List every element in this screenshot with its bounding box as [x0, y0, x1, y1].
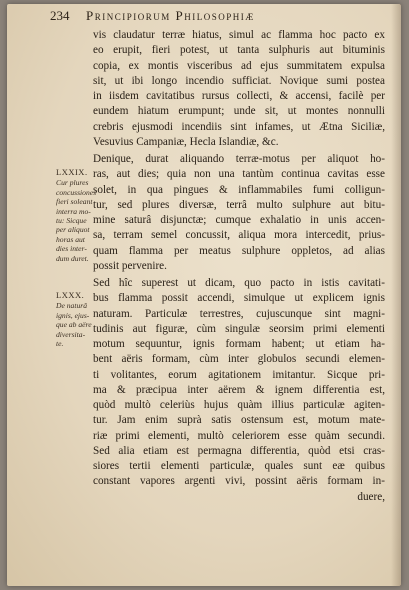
margin-note-line: te.	[56, 339, 64, 349]
text-line: solet, in qua pingues & inflammabiles fumi colligun-	[93, 183, 385, 196]
text-line: siores tertii elementi particulæ, quales sunt eæ quibus	[93, 460, 385, 472]
text-line: constant vapores argenti vivi, possint aëris formam in-	[93, 475, 385, 488]
text-line: ma & præcipua inter aërem & ignem differentia est,	[93, 383, 385, 396]
text-line: naturam. Particulæ terrestres, cujuscunque sint magni-	[93, 307, 385, 320]
text-line: copia, ex montis visceribus ad ejus summitatem expulsa	[93, 59, 385, 72]
text-line: motum sequuntur, ignis formam habent; ut etiam ha-	[93, 338, 385, 350]
margin-note-line: interra mo-	[56, 206, 91, 216]
text-line: in iisdem cavitatibus rursus collecti, & accensi, facilè per	[93, 90, 385, 102]
text-line: riæ primi elementi, multò celeriorem esse quàm secundi.	[93, 429, 385, 442]
text-line: ras, aut dies; quia non una tantùm continua cavitas esse	[93, 168, 385, 181]
text-line: crebris ejusmodi incendiis sint infames, ut Ætna Siciliæ,	[93, 120, 385, 133]
margin-note-line: Cur plures	[56, 178, 89, 188]
page-spine-shadow	[391, 4, 401, 586]
margin-note-line: horas aut	[56, 234, 85, 244]
body-text	[93, 28, 385, 505]
margin-note-line: dum duret.	[56, 253, 89, 263]
running-title: Principiorum Philosophiæ	[86, 8, 255, 23]
margin-note-lxxix	[56, 168, 96, 263]
text-line: ti volitantes, eorum agitationem imitantur. Sicque pri-	[93, 368, 385, 381]
text-line: tudinis aut figuræ, cùm singulæ seorsim primi elementi	[93, 322, 385, 335]
text-line: Denique, durat aliquando terræ-motus per aliquot ho-	[93, 153, 385, 165]
text-line: sa, terram semel concussit, aliqua mora intercedit, prius-	[93, 229, 385, 242]
text-line: mine saturâ disjunctæ; cumque exhalatio in unis accen-	[93, 214, 385, 226]
margin-note-line: ignis, ejus-	[56, 310, 90, 320]
text-line: tur, sed plures diversæ, terrâ multo sulphure aut bitu-	[93, 198, 385, 211]
margin-note-line: concussiones	[56, 187, 97, 197]
text-line: quam flamma per meatus sulphure oppletos, ad alias	[93, 244, 385, 257]
text-line: vis claudatur terræ hiatus, simul ac flamma hoc pacto ex	[93, 29, 385, 41]
text-line: tur. Jam enim suprà satis ostensum est, motum mate-	[93, 414, 385, 427]
margin-note-line: que ab aëre	[56, 320, 92, 330]
text-line: Vesuvius Campaniæ, Hecla Islandiæ, &c.	[93, 135, 279, 148]
page-number: 234	[50, 8, 70, 23]
text-line: sit, ut ibi longo incendio sufficiat. Novique sumi postea	[93, 74, 385, 87]
text-line: quòd multò celeriùs hujus quàm illius particulæ agiten-	[93, 399, 385, 411]
text-line: eundem hiatum erumpunt; unde sit, ut montes nonnulli	[93, 105, 385, 118]
text-line: Sed alia etiam est permagna differentia, quòd etsi cras-	[93, 444, 385, 457]
text-line: bent aëris formam, cùm inter globulos secundi elemen-	[93, 353, 385, 366]
text-line: eo erupit, fieri potest, ut tanta sulphuris aut bituminis	[93, 44, 385, 57]
margin-note-heading: LXXIX.	[56, 167, 88, 177]
margin-note-line: fieri soleant	[56, 197, 93, 207]
margin-note-line: tu: Sicque	[56, 216, 87, 226]
text-line: Sed hîc superest ut dicam, quo pacto in istis cavitati-	[93, 277, 385, 289]
margin-note-line: De naturâ	[56, 301, 88, 311]
margin-note-line: dies inter-	[56, 244, 87, 254]
margin-note-line: diversita-	[56, 329, 86, 339]
catchword: duere,	[357, 490, 385, 503]
text-line: possit pervenire.	[93, 259, 167, 272]
text-line: bus flamma possit accendi, simulque ut explicem ignis	[93, 292, 385, 305]
margin-note-lxxx	[56, 291, 96, 348]
margin-note-line: per aliquot	[56, 225, 90, 235]
margin-note-heading: LXXX.	[56, 290, 85, 300]
